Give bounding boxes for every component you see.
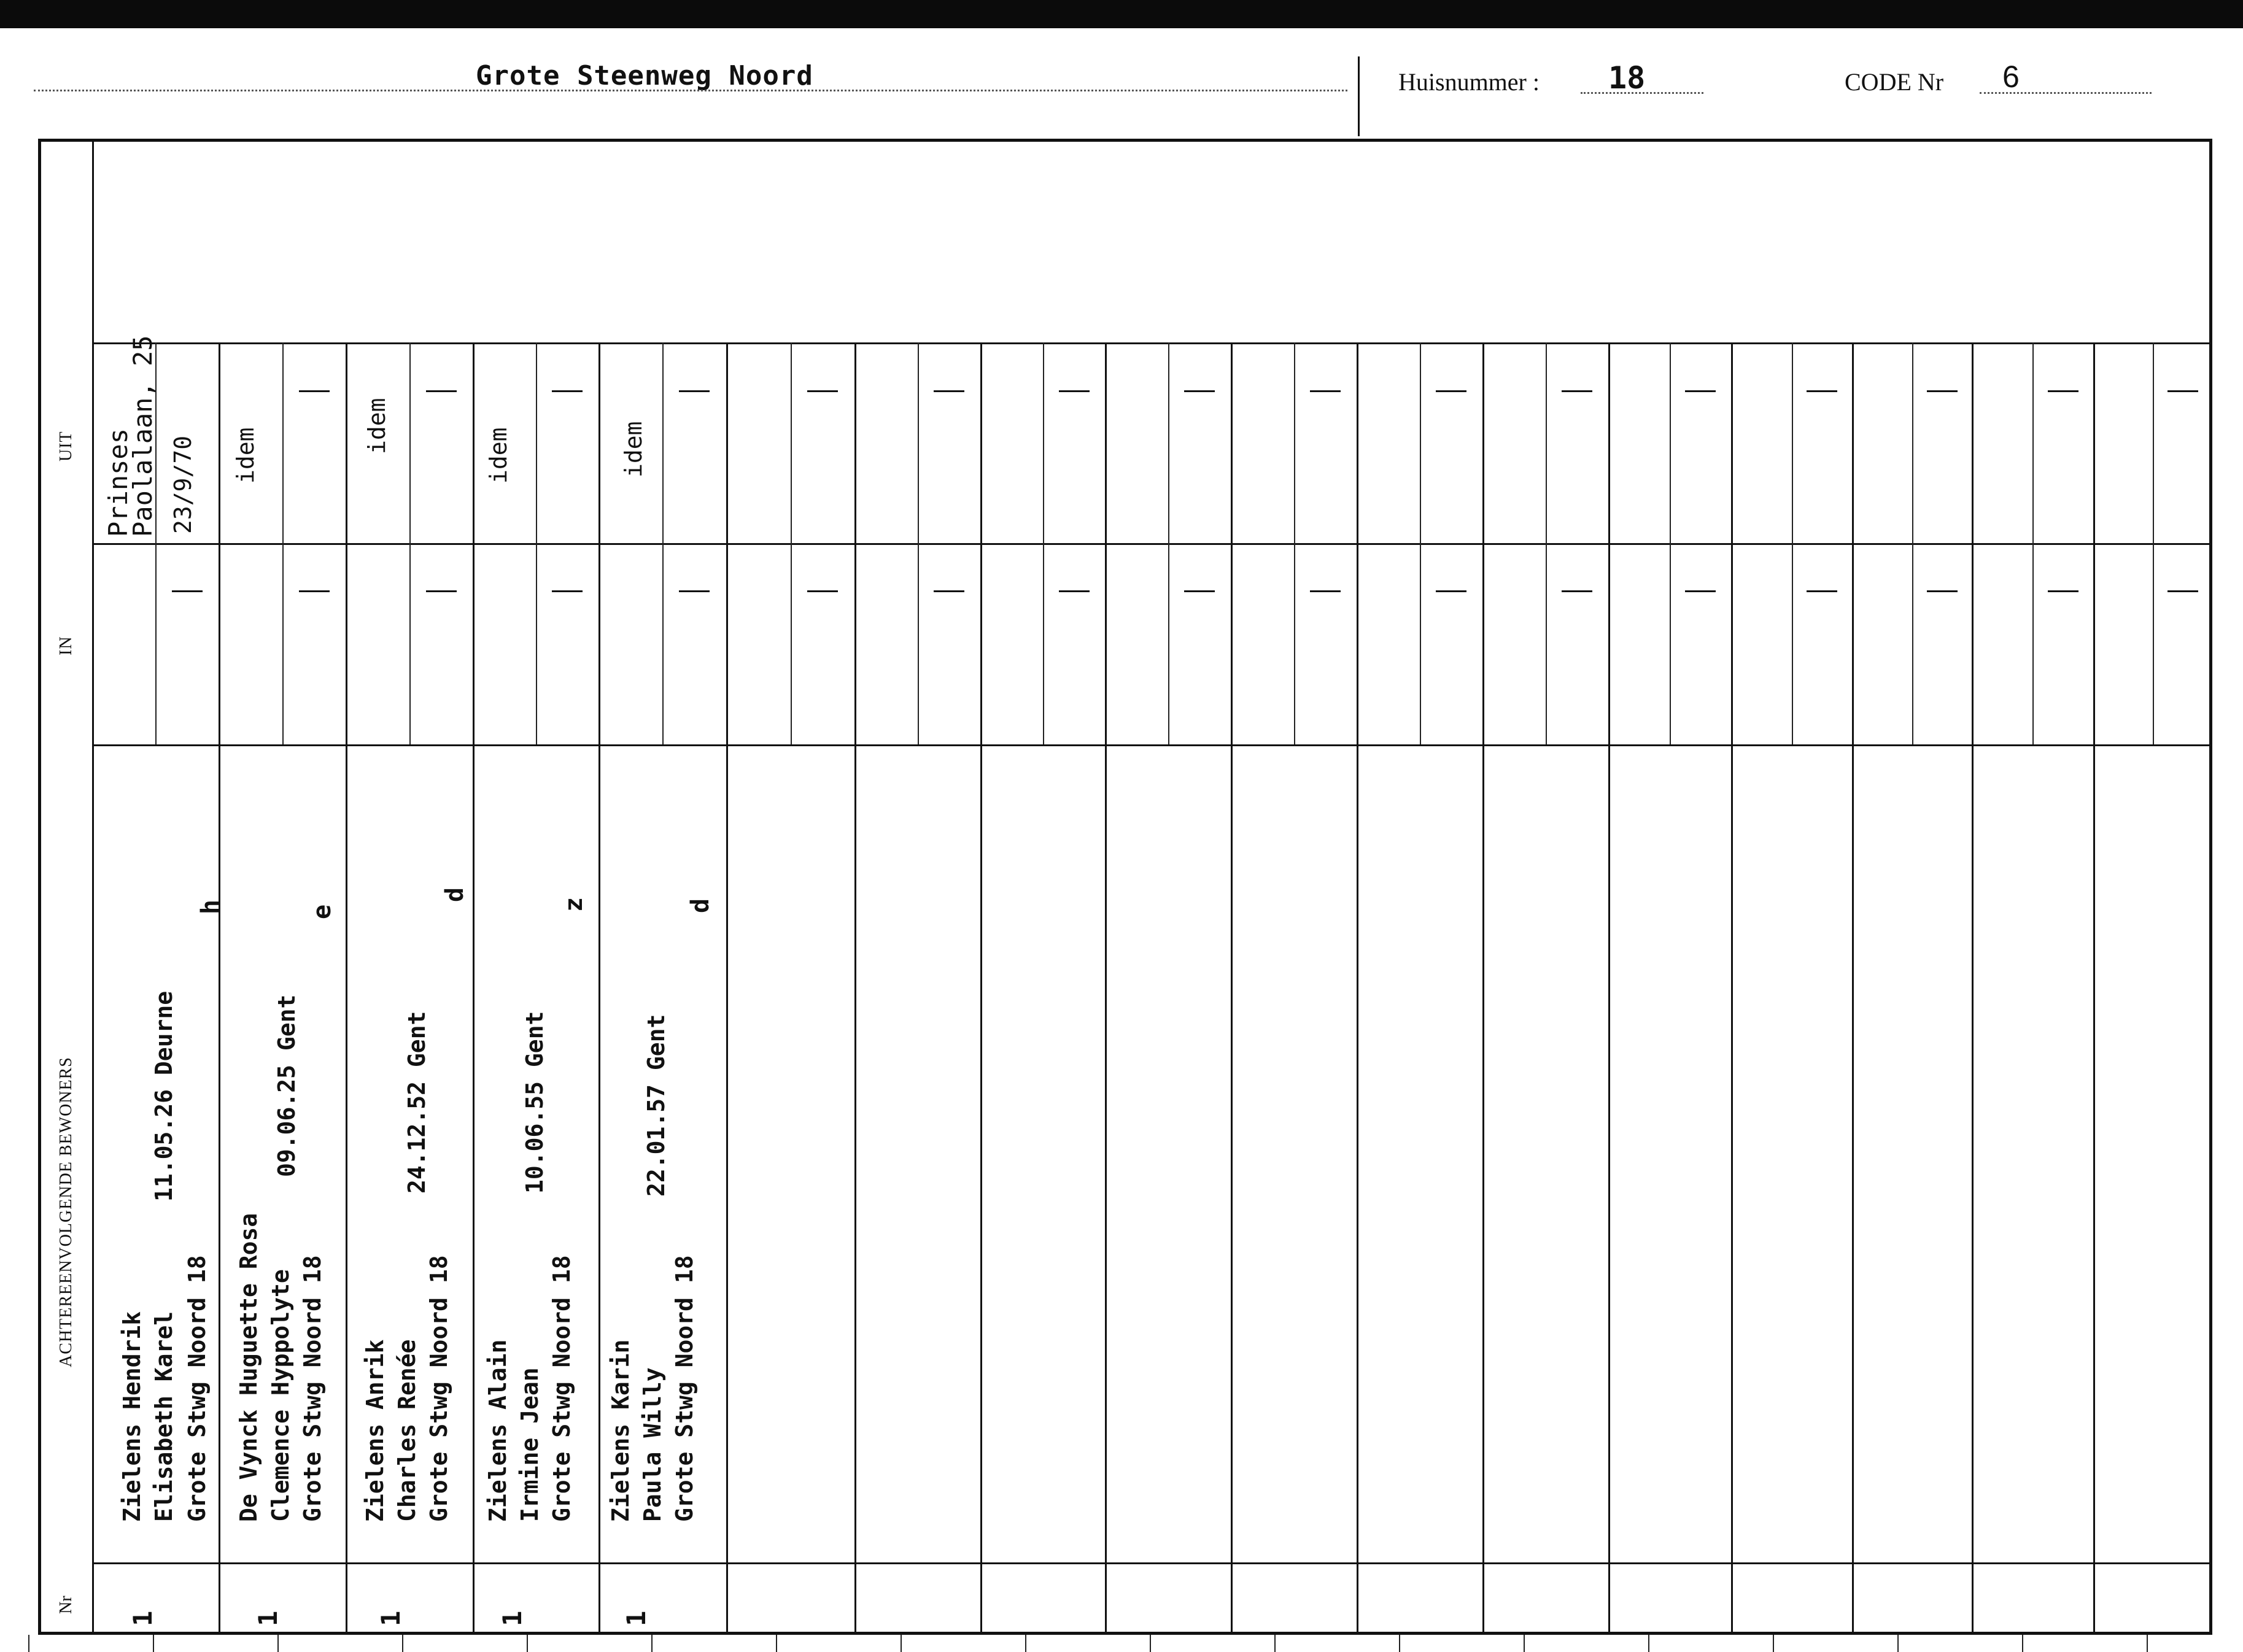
resident-name-line: Zielens Anrik bbox=[362, 1339, 389, 1522]
uit-label: UIT bbox=[56, 431, 76, 461]
resident-name-line: Paula Willy bbox=[639, 1367, 666, 1522]
column-divider bbox=[854, 342, 856, 1635]
resident-mark: z bbox=[560, 897, 588, 912]
in-date-dash bbox=[1059, 590, 1090, 592]
in-date-dash bbox=[1685, 590, 1716, 592]
date-sub-divider bbox=[1670, 342, 1671, 744]
resident-birth: 10.06.55 Gent bbox=[521, 1011, 548, 1194]
street-dotted-line bbox=[34, 90, 1347, 91]
column-divider bbox=[726, 342, 728, 1635]
resident-address-line: Grote Stwg Noord 18 bbox=[184, 1255, 211, 1522]
in-date-dash bbox=[1927, 590, 1958, 592]
in-date-dash bbox=[2048, 590, 2078, 592]
uit-date-dash bbox=[807, 390, 838, 392]
entry-nr: 1 bbox=[497, 1610, 527, 1626]
column-divider bbox=[346, 342, 347, 1635]
column-divider bbox=[1231, 342, 1233, 1635]
bottom-tick bbox=[1399, 1635, 1400, 1652]
in-label: IN bbox=[56, 636, 76, 655]
bottom-tick bbox=[1773, 1635, 1774, 1652]
column-divider bbox=[980, 342, 982, 1635]
resident-mark: e bbox=[308, 904, 336, 919]
uit-idem: idem bbox=[620, 421, 647, 477]
date-sub-divider bbox=[1420, 342, 1421, 744]
resident-name-line: Zielens Alain bbox=[484, 1339, 511, 1522]
uit-date: 23/9/70 bbox=[169, 435, 196, 534]
bottom-tick bbox=[651, 1635, 653, 1652]
code-value: 6 bbox=[2002, 60, 2020, 94]
entry-nr: 1 bbox=[376, 1610, 406, 1626]
date-sub-divider bbox=[918, 342, 919, 744]
uit-idem: idem bbox=[232, 427, 259, 484]
bottom-tick bbox=[776, 1635, 777, 1652]
resident-mark: d bbox=[686, 898, 715, 913]
resident-mark: h bbox=[196, 899, 225, 914]
uit-address-line-2: Paolalaan, 25 bbox=[128, 335, 158, 537]
code-dotted-line bbox=[1980, 92, 2152, 94]
resident-name-line: De Vynck Huguette Rosa bbox=[235, 1213, 262, 1522]
date-sub-divider bbox=[1168, 342, 1169, 744]
column-divider bbox=[599, 342, 600, 1635]
in-date-dash bbox=[1807, 590, 1837, 592]
in-date-dash bbox=[1562, 590, 1592, 592]
bottom-tick bbox=[1648, 1635, 1649, 1652]
in-date-dash bbox=[2167, 590, 2198, 592]
resident-address-line: Grote Stwg Noord 18 bbox=[299, 1255, 326, 1522]
uit-idem: idem bbox=[485, 427, 512, 484]
date-sub-divider bbox=[662, 342, 664, 744]
in-date-dash bbox=[552, 590, 583, 592]
in-date-dash bbox=[172, 590, 203, 592]
bottom-tick bbox=[2147, 1635, 2148, 1652]
resident-name-line: Clemence Hyppolyte bbox=[267, 1269, 294, 1522]
street-name: Grote Steenweg Noord bbox=[476, 60, 813, 91]
bottom-tick bbox=[2022, 1635, 2023, 1652]
bottom-tick bbox=[901, 1635, 902, 1652]
uit-date-dash bbox=[1059, 390, 1090, 392]
resident-address-line: Grote Stwg Noord 18 bbox=[671, 1255, 698, 1522]
resident-address-line: Grote Stwg Noord 18 bbox=[548, 1255, 575, 1522]
code-label: CODE Nr bbox=[1845, 68, 1944, 96]
uit-date-dash bbox=[1685, 390, 1716, 392]
date-sub-divider bbox=[2032, 342, 2034, 744]
date-sub-divider bbox=[1792, 342, 1793, 744]
uit-date-dash bbox=[1927, 390, 1958, 392]
column-divider bbox=[1357, 342, 1358, 1635]
bottom-tick bbox=[1897, 1635, 1899, 1652]
uit-date-dash bbox=[426, 390, 457, 392]
date-sub-divider bbox=[791, 342, 792, 744]
bottom-tick bbox=[1274, 1635, 1276, 1652]
uit-date-dash bbox=[2167, 390, 2198, 392]
bottom-tick bbox=[153, 1635, 154, 1652]
bewoners-nr-divider bbox=[92, 1562, 2212, 1564]
date-sub-divider bbox=[2153, 342, 2154, 744]
in-date-dash bbox=[807, 590, 838, 592]
resident-name-line: Charles Renée bbox=[393, 1339, 420, 1522]
bottom-tick bbox=[277, 1635, 279, 1652]
uit-address-line-1: Prinses bbox=[103, 428, 133, 537]
resident-address-line: Grote Stwg Noord 18 bbox=[425, 1255, 452, 1522]
header-separator bbox=[1358, 56, 1360, 136]
resident-name-line: Irmine Jean bbox=[516, 1367, 543, 1522]
date-sub-divider bbox=[1546, 342, 1547, 744]
bottom-tick bbox=[1150, 1635, 1151, 1652]
column-divider bbox=[473, 342, 475, 1635]
uit-idem: idem bbox=[363, 398, 390, 454]
bottom-tick bbox=[527, 1635, 528, 1652]
date-sub-divider bbox=[409, 342, 411, 744]
column-divider bbox=[1972, 342, 1974, 1635]
in-date-dash bbox=[934, 590, 964, 592]
in-date-dash bbox=[426, 590, 457, 592]
resident-name-line: Zielens Hendrik bbox=[118, 1311, 145, 1522]
nr-label: Nr bbox=[56, 1596, 76, 1614]
in-date-dash bbox=[299, 590, 330, 592]
huisnummer-dotted-line bbox=[1581, 92, 1703, 94]
resident-birth: 24.12.52 Gent bbox=[403, 1011, 430, 1194]
uit-date-dash bbox=[1310, 390, 1341, 392]
bottom-tick bbox=[28, 1635, 29, 1652]
top-black-bar bbox=[0, 0, 2243, 28]
uit-date-dash bbox=[679, 390, 710, 392]
column-divider bbox=[1105, 342, 1107, 1635]
in-date-dash bbox=[1184, 590, 1215, 592]
resident-name-line: Elisabeth Karel bbox=[150, 1311, 177, 1522]
uit-date-dash bbox=[934, 390, 964, 392]
huisnummer-value: 18 bbox=[1608, 60, 1646, 96]
bottom-tick bbox=[1025, 1635, 1026, 1652]
uit-date-dash bbox=[1807, 390, 1837, 392]
date-sub-divider bbox=[1043, 342, 1044, 744]
resident-name-line: Zielens Karin bbox=[607, 1339, 634, 1522]
uit-date-dash bbox=[2048, 390, 2078, 392]
in-date-dash bbox=[1436, 590, 1466, 592]
uit-date-dash bbox=[1436, 390, 1466, 392]
date-sub-divider bbox=[282, 342, 284, 744]
column-divider bbox=[1852, 342, 1854, 1635]
date-sub-divider bbox=[1912, 342, 1913, 744]
date-sub-divider bbox=[536, 342, 537, 744]
in-bewoners-divider bbox=[92, 744, 2212, 746]
date-sub-divider bbox=[1294, 342, 1295, 744]
bottom-tick bbox=[1524, 1635, 1525, 1652]
in-date-dash bbox=[679, 590, 710, 592]
uit-date-dash bbox=[299, 390, 330, 392]
resident-birth: 11.05.26 Deurne bbox=[150, 990, 177, 1202]
uit-date-dash bbox=[1184, 390, 1215, 392]
column-divider bbox=[1731, 342, 1733, 1635]
huisnummer-label: Huisnummer : bbox=[1398, 68, 1540, 96]
resident-birth: 22.01.57 Gent bbox=[643, 1014, 670, 1197]
bottom-tick bbox=[402, 1635, 403, 1652]
column-divider bbox=[219, 342, 220, 1635]
entry-nr: 1 bbox=[128, 1610, 158, 1626]
entry-nr: 1 bbox=[621, 1610, 651, 1626]
in-date-dash bbox=[1310, 590, 1341, 592]
bewoners-label: ACHTEREENVOLGENDE BEWONERS bbox=[56, 1057, 76, 1367]
column-divider bbox=[2093, 342, 2095, 1635]
label-column-divider bbox=[92, 139, 94, 1635]
uit-date-dash bbox=[1562, 390, 1592, 392]
column-divider bbox=[1482, 342, 1484, 1635]
resident-birth: 09.06.25 Gent bbox=[273, 994, 300, 1177]
column-divider bbox=[1608, 342, 1610, 1635]
uit-date-dash bbox=[552, 390, 583, 392]
resident-mark: d bbox=[441, 887, 469, 902]
entry-nr: 1 bbox=[253, 1610, 283, 1626]
